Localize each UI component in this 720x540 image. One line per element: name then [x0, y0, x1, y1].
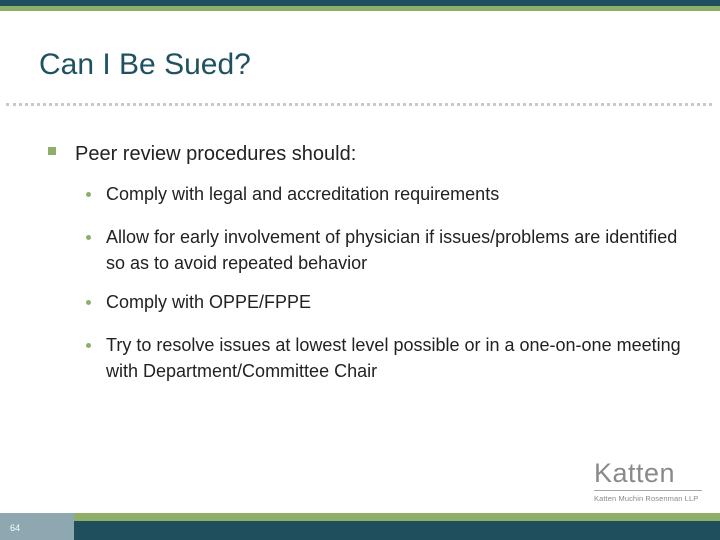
dot-bullet-icon	[86, 235, 91, 240]
dot-bullet-icon	[86, 343, 91, 348]
bullet-heading-text: Peer review procedures should:	[75, 143, 357, 165]
title-divider	[6, 103, 712, 106]
page-number-box	[0, 513, 74, 540]
square-bullet-icon	[48, 147, 56, 155]
list-item-text: Try to resolve issues at lowest level possible or in a one-on-one meeting with Department/Committee Chair	[106, 335, 681, 381]
dot-bullet-icon	[86, 192, 91, 197]
logo-firm-name: Katten Muchin Rosenman LLP	[594, 494, 699, 503]
footer-accent-stripe	[74, 513, 720, 521]
page-number: 64	[10, 523, 21, 533]
slide-title: Can I Be Sued?	[39, 48, 251, 81]
logo-wordmark: Katten	[594, 458, 676, 488]
list-item-text: Comply with OPPE/FPPE	[106, 292, 312, 312]
logo-rule	[594, 490, 702, 491]
dot-bullet-icon	[86, 300, 91, 305]
footer-bar	[74, 521, 720, 540]
list-item-text: Comply with legal and accreditation requirements	[106, 184, 500, 204]
top-accent-stripe	[0, 6, 720, 11]
katten-logo	[594, 458, 704, 503]
list-item-text: Allow for early involvement of physician if issues/problems are identified so as to avoid repeated behavior	[106, 227, 678, 273]
